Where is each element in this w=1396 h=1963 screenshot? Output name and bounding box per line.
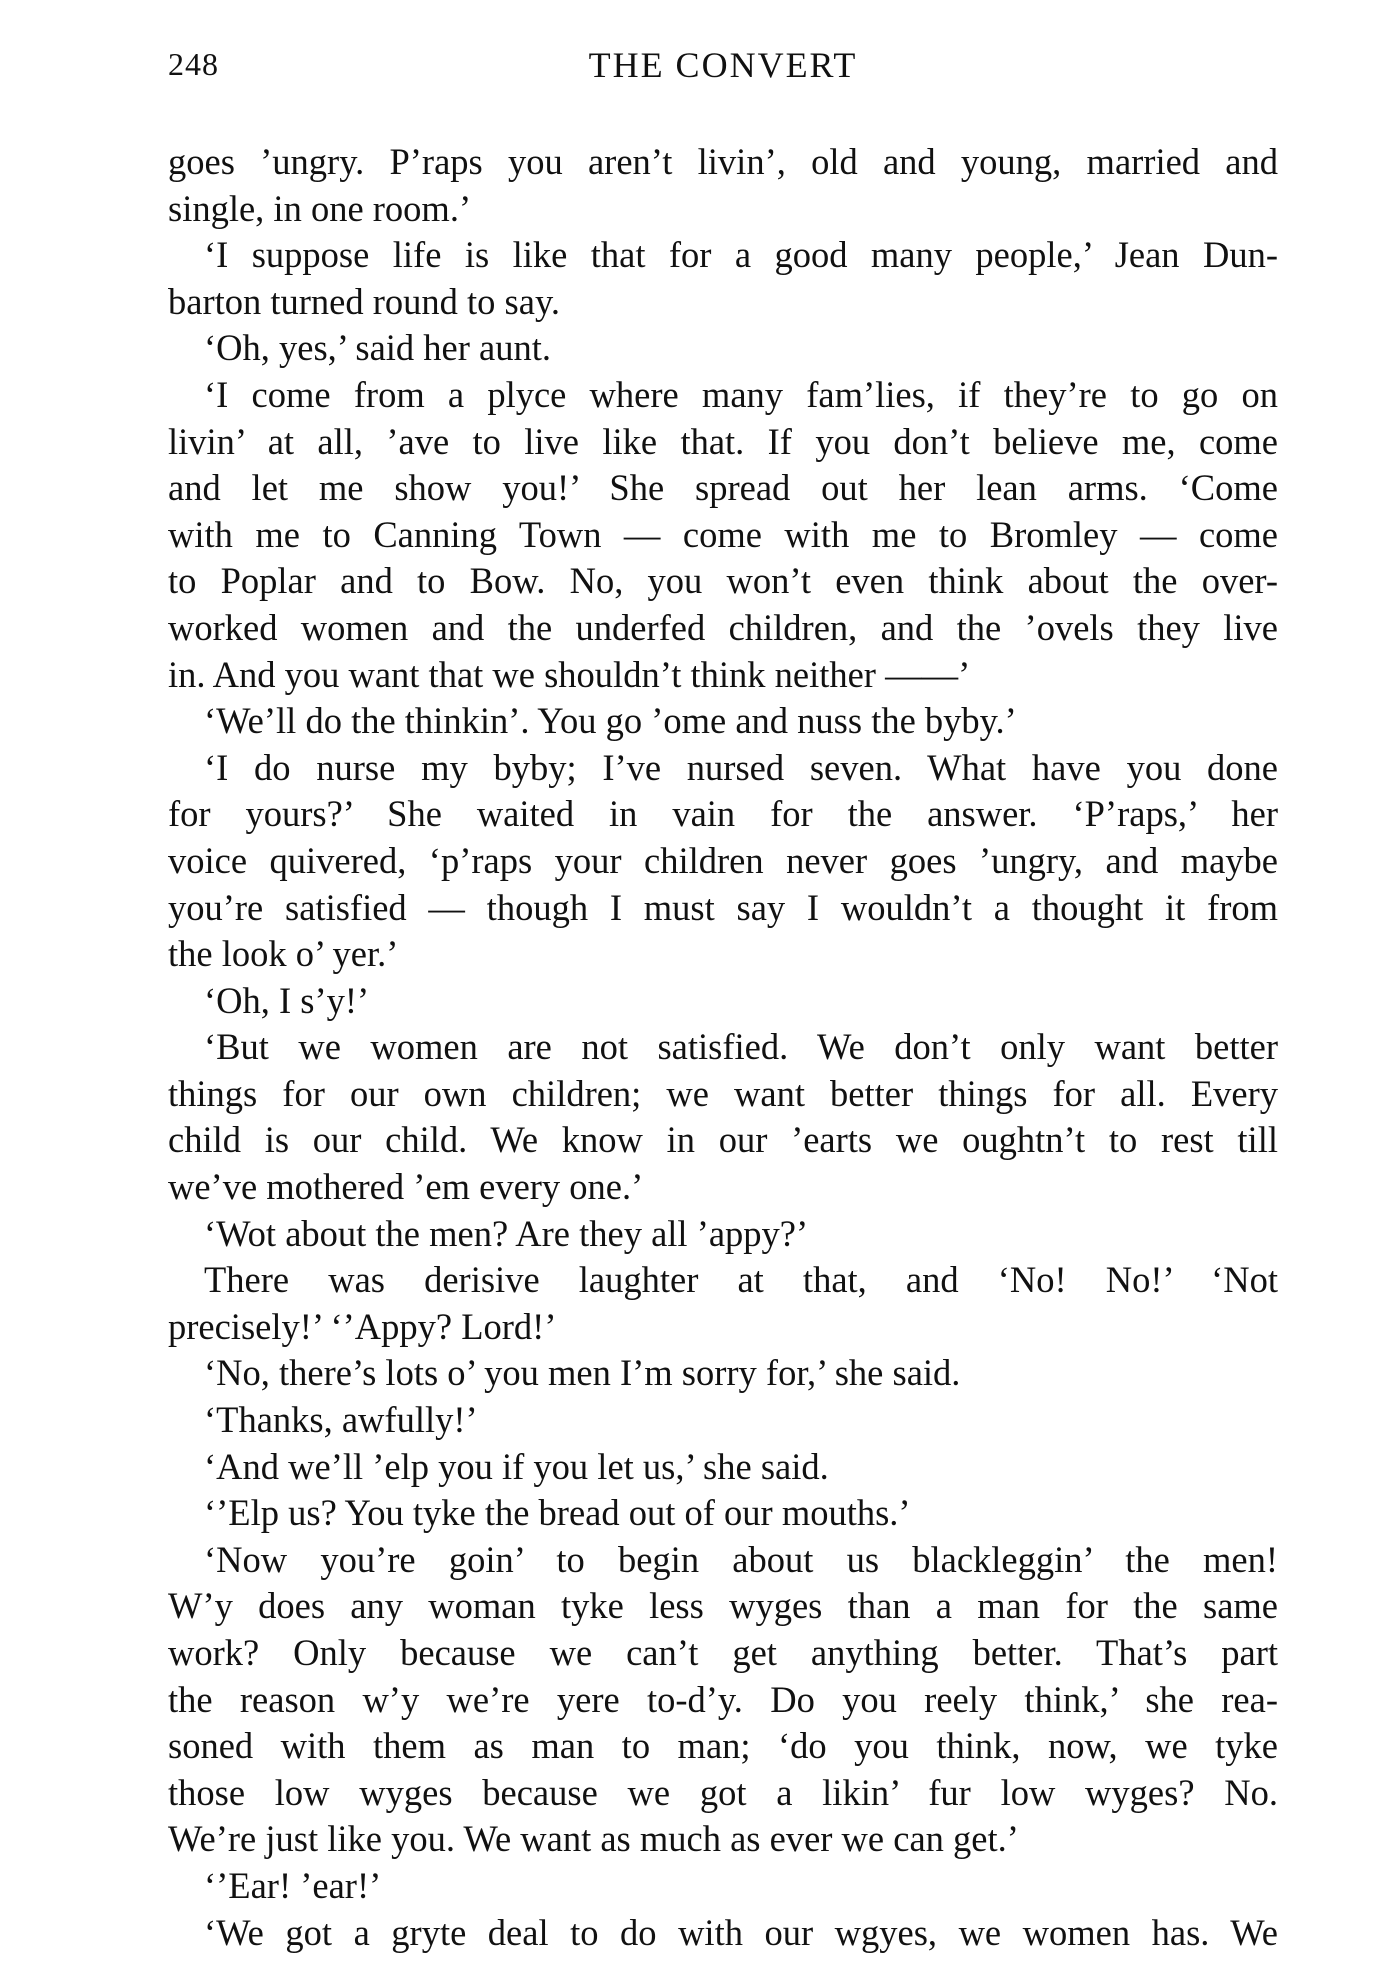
text-line: ‘I come from a plyce where many fam’lies, if they’re to go on xyxy=(204,373,1278,415)
text-line: with me to Canning Town — come with me to Bromley — come xyxy=(168,513,1278,555)
text-line: ‘Now you’re goin’ to begin about us blackleggin’ the men! xyxy=(204,1538,1278,1580)
text-line: ‘I suppose life is like that for a good many people,’ Jean Dun- xyxy=(204,234,1278,276)
text-line: single, in one room.’ xyxy=(168,187,472,229)
text-line: work? Only because we can’t get anything better. That’s part xyxy=(168,1632,1278,1673)
body-text xyxy=(168,139,1278,1956)
text-line: ‘Wot about the men? Are they all ’appy?’ xyxy=(204,1212,809,1254)
text-line: ‘We got a gryte deal to do with our wgyes, we women has. We xyxy=(204,1911,1278,1953)
text-line: soned with them as man to man; ‘do you think, now, we tyke xyxy=(168,1725,1278,1767)
text-line: livin’ at all, ’ave to live like that. If you don’t believe me, come xyxy=(168,420,1278,462)
text-line: worked women and the underfed children, and the ’ovels they live xyxy=(168,606,1278,648)
page-number: 248 xyxy=(168,46,219,82)
text-line: ‘Oh, yes,’ said her aunt. xyxy=(204,327,551,369)
text-line: and let me show you!’ She spread out her lean arms. ‘Come xyxy=(168,467,1278,509)
text-line: ‘But we women are not satisfied. We don’t only want better xyxy=(204,1026,1278,1068)
text-line: for yours?’ She waited in vain for the answer. ‘P’raps,’ her xyxy=(168,793,1278,835)
page-header xyxy=(168,44,1278,94)
text-line: we’ve mothered ’em every one.’ xyxy=(168,1166,644,1208)
text-line: the look o’ yer.’ xyxy=(168,933,399,975)
text-line: ‘’Ear! ’ear!’ xyxy=(204,1864,382,1906)
text-line: ‘I do nurse my byby; I’ve nursed seven. What have you done xyxy=(204,746,1278,788)
text-line: barton turned round to say. xyxy=(168,280,560,322)
text-line: ‘Oh, I s’y!’ xyxy=(204,979,370,1021)
text-line: voice quivered, ‘p’raps your children never goes ’ungry, and maybe xyxy=(168,839,1278,881)
text-line: ‘’Elp us? You tyke the bread out of our mouths.’ xyxy=(204,1492,911,1534)
text-line: ‘And we’ll ’elp you if you let us,’ she said. xyxy=(204,1445,829,1487)
text-line: ‘Thanks, awfully!’ xyxy=(204,1399,478,1441)
text-line: precisely!’ ‘’Appy? Lord!’ xyxy=(168,1305,557,1347)
text-line: the reason w’y we’re yere to-d’y. Do you reely think,’ she rea- xyxy=(168,1678,1278,1720)
text-line: child is our child. We know in our ’earts we oughtn’t to rest till xyxy=(168,1119,1278,1161)
running-title: THE CONVERT xyxy=(588,45,858,85)
text-line: ‘We’ll do the thinkin’. You go ’ome and nuss the byby.’ xyxy=(204,700,1017,742)
text-line: things for our own children; we want better things for all. Every xyxy=(168,1072,1278,1114)
text-line: to Poplar and to Bow. No, you won’t even think about the over- xyxy=(168,560,1278,602)
text-line: We’re just like you. We want as much as ever we can get.’ xyxy=(168,1818,1019,1860)
text-line: ‘No, there’s lots o’ you men I’m sorry for,’ she said. xyxy=(204,1352,961,1394)
text-line: in. And you want that we shouldn’t think neither ——’ xyxy=(168,653,971,695)
text-line: you’re satisfied — though I must say I wouldn’t a thought it from xyxy=(168,886,1278,928)
text-line: goes ’ungry. P’raps you aren’t livin’, old and young, married and xyxy=(168,141,1278,182)
text-line: There was derisive laughter at that, and ‘No! No!’ ‘Not xyxy=(204,1259,1278,1301)
text-line: W’y does any woman tyke less wyges than a man for the same xyxy=(168,1585,1278,1627)
text-line: those low wyges because we got a likin’ fur low wyges? No. xyxy=(168,1771,1278,1813)
